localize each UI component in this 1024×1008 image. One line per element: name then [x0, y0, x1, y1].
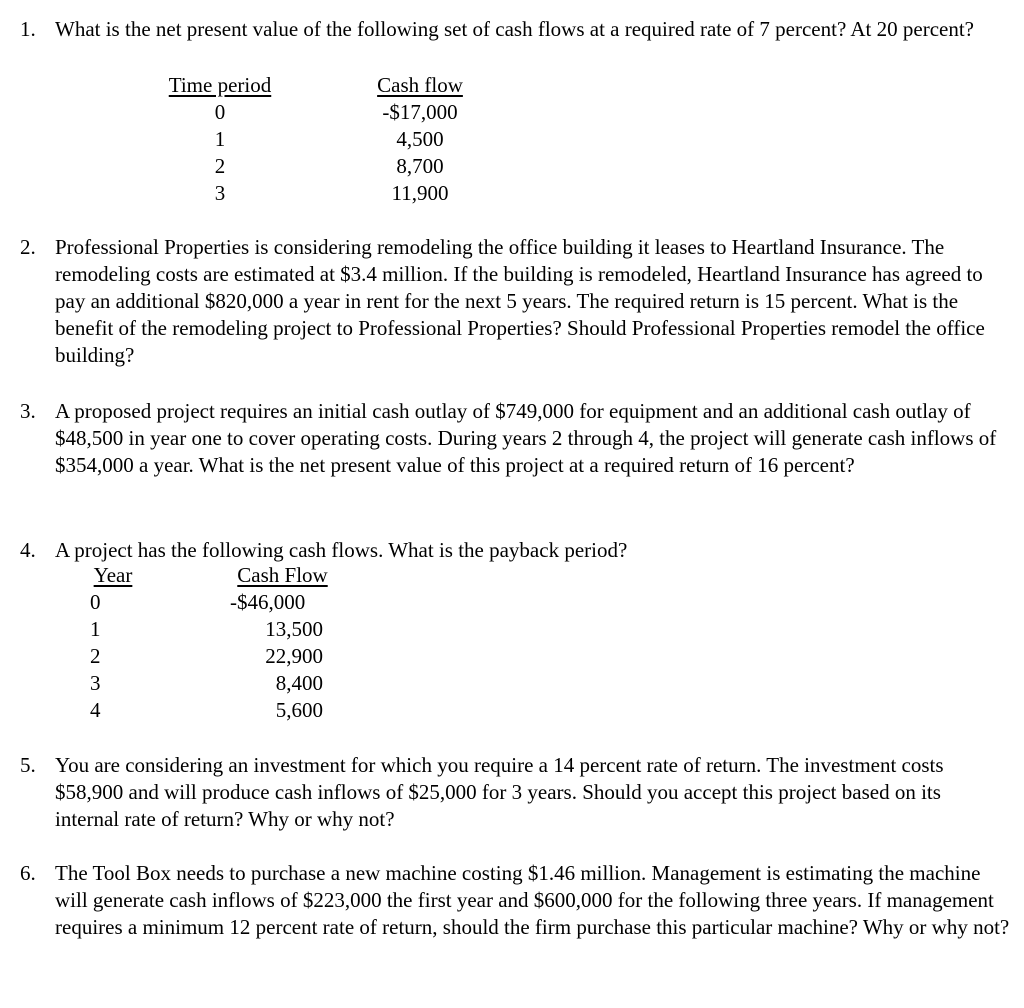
- question-text: A project has the following cash flows. What is the payback period?: [55, 538, 628, 562]
- table-cell: 1: [214, 127, 226, 151]
- table-cell: 0: [90, 590, 101, 614]
- column-header-cash-flow: Cash flow: [377, 73, 463, 97]
- cash-flow-column: [230, 562, 335, 724]
- table-cell: 3: [90, 671, 101, 695]
- table-cell: 22,900: [265, 644, 323, 668]
- question-text: A proposed project requires an initial cash outlay of $749,000 for equipment and an additional cash outlay of $48,500 in year one to cover operating costs. During years 2 through 4, the project will generate cash inflows of $354,000 a year. What is the net present value of this project at a required return of 16 percent?: [55, 399, 997, 477]
- table-cell: -$17,000: [382, 100, 458, 124]
- question-5: [20, 752, 1010, 833]
- time-period-column: [160, 72, 280, 207]
- table-cell: 13,500: [265, 617, 323, 641]
- question-4: [20, 537, 1010, 564]
- table-cell: 8,700: [396, 154, 444, 178]
- table-cell: 8,400: [275, 671, 323, 695]
- question-3: [20, 398, 1010, 479]
- table-cell: 2: [214, 154, 226, 178]
- question-number: 2.: [20, 235, 36, 259]
- question-text: You are considering an investment for which you require a 14 percent rate of return. The investment costs $58,900 and will produce cash inflows of $25,000 for 3 years. Should you accept this project based on its internal rate of return? Why or why not?: [55, 753, 944, 831]
- question-6: [20, 860, 1010, 941]
- question-text: The Tool Box needs to purchase a new machine costing $1.46 million. Management is estimating the machine will generate cash inflows of $223,000 the first year and $600,000 for the following three years. If management requires a minimum 12 percent rate of return, should the firm purchase this particular machine? Why or why not?: [55, 861, 1010, 939]
- question-number: 4.: [20, 538, 36, 562]
- year-column: [80, 562, 146, 724]
- column-header-time-period: Time period: [168, 73, 272, 97]
- table-cell: 2: [90, 644, 101, 668]
- cash-flow-column: [370, 72, 470, 207]
- table-cell: 1: [90, 617, 101, 641]
- question-number: 5.: [20, 753, 36, 777]
- table-cell: 4: [90, 698, 101, 722]
- question-text: What is the net present value of the following set of cash flows at a required rate of 7 percent? At 20 percent?: [55, 17, 974, 41]
- table-cell: 0: [214, 100, 226, 124]
- question-1: [20, 16, 1010, 43]
- column-header-year: Year: [93, 563, 133, 587]
- question-number: 1.: [20, 17, 36, 41]
- question-number: 3.: [20, 399, 36, 423]
- column-header-cash-flow: Cash Flow: [237, 563, 328, 587]
- table-cell: 3: [214, 181, 226, 205]
- table-cell: 5,600: [275, 698, 323, 722]
- question-2: [20, 234, 1010, 369]
- question-number: 6.: [20, 861, 36, 885]
- table-cell: 4,500: [396, 127, 444, 151]
- question-text: Professional Properties is considering remodeling the office building it leases to Heartland Insurance. The remodeling costs are estimated at $3.4 million. If the building is remodeled, Heartland Insurance has agreed to pay an additional $820,000 a year in rent for the next 5 years. The required return is 15 percent. What is the benefit of the remodeling project to Professional Properties? Should Professional Properties remodel the office building?: [55, 235, 985, 367]
- table-cell: 11,900: [391, 181, 449, 205]
- table-cell: -$46,000: [230, 590, 306, 614]
